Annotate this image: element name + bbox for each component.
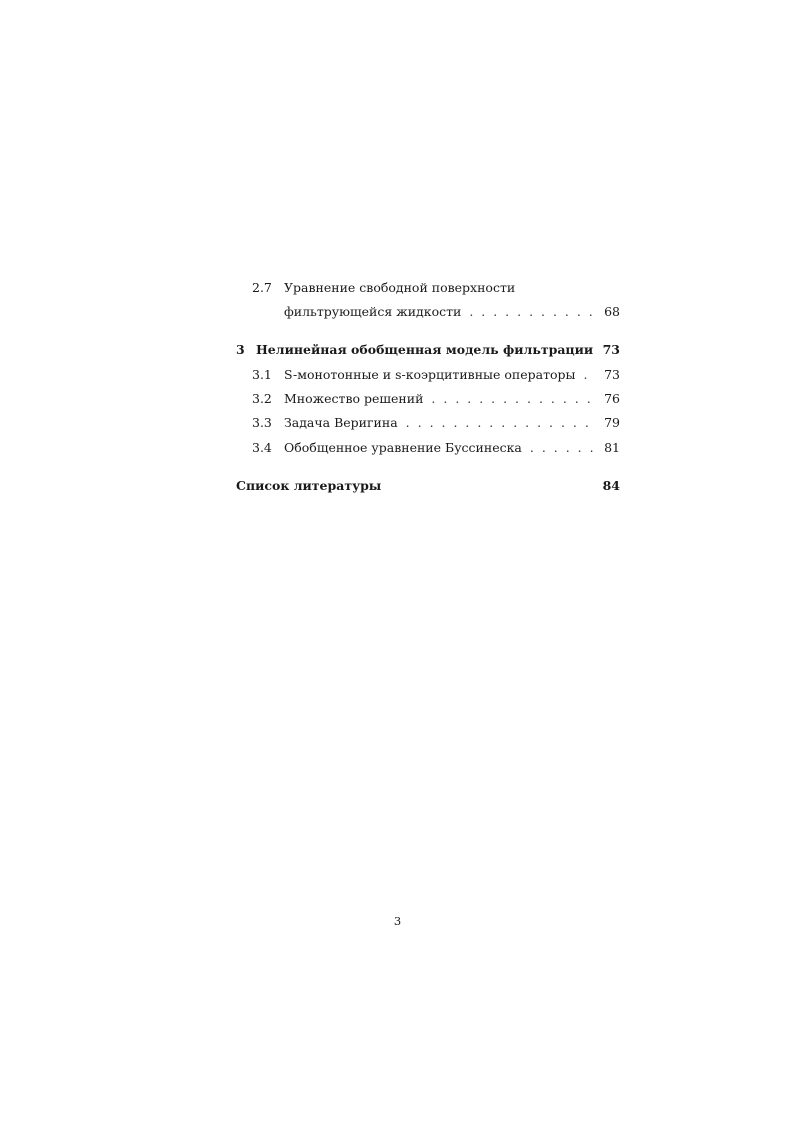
toc-entry-title: S-монотонные и s-коэрцитивные операторы: [284, 367, 576, 382]
toc-entry-title: Уравнение свободной поверхности: [284, 280, 516, 295]
toc-bibliography-page: 84: [602, 478, 620, 493]
toc-entry-page: 81: [604, 440, 620, 455]
toc-entry-page: 76: [604, 391, 620, 406]
toc-entry-page: 73: [604, 367, 620, 382]
toc-leader-dots: [469, 302, 594, 322]
toc-entry-2-7-continuation[interactable]: [236, 302, 620, 322]
toc-entry-number: 3.3: [252, 415, 272, 430]
toc-entry-2-7[interactable]: [236, 278, 620, 298]
toc-chapter-page: 73: [602, 342, 620, 357]
toc-entry-number: 3.1: [252, 367, 272, 382]
toc-entry-title: Задача Веригина: [284, 415, 398, 430]
toc-leader-dots: [431, 389, 594, 409]
toc-leader-dots: [583, 365, 594, 385]
toc-entry-3-2[interactable]: [236, 389, 620, 409]
toc-entry-page: 68: [604, 304, 620, 319]
toc-chapter-number: 3: [236, 342, 245, 357]
toc-entry-title: Множество решений: [284, 391, 424, 406]
toc-entry-title: фильтрующейся жидкости: [284, 304, 462, 319]
toc-leader-dots: [530, 438, 594, 458]
toc-chapter-3[interactable]: [236, 340, 620, 360]
toc-entry-number: 2.7: [252, 280, 272, 295]
page-number: 3: [393, 914, 402, 928]
toc-entry-3-1[interactable]: [236, 365, 620, 385]
toc-bibliography-title: Список литературы: [236, 478, 382, 493]
toc-entry-number: 3.4: [252, 440, 272, 455]
toc-entry-page: 79: [604, 415, 620, 430]
toc-entry-3-4[interactable]: [236, 438, 620, 458]
toc-leader-dots: [406, 413, 594, 433]
toc-entry-3-3[interactable]: [236, 413, 620, 433]
toc-entry-title: Обобщенное уравнение Буссинеска: [284, 440, 522, 455]
toc-chapter-title: Нелинейная обобщенная модель фильтрации: [256, 342, 594, 357]
toc-bibliography[interactable]: [236, 476, 620, 496]
toc-entry-number: 3.2: [252, 391, 272, 406]
